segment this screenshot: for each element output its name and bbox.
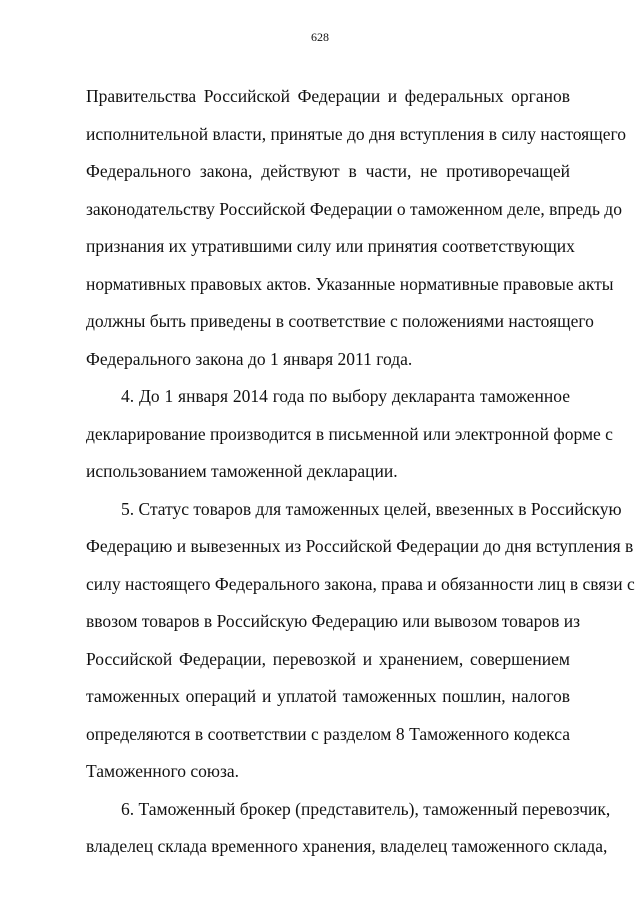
text-line: 4. До 1 января 2014 года по выбору декларанта таможенное <box>121 386 570 406</box>
text-line: владелец склада временного хранения, владелец таможенного склада, <box>86 836 608 856</box>
text-line: Федерацию и вывезенных из Российской Федерации до дня вступления в <box>86 536 634 556</box>
text-line: использованием таможенной декларации. <box>86 461 398 481</box>
text-line: силу настоящего Федерального закона, права и обязанности лиц в связи с <box>86 573 635 594</box>
text-line: законодательству Российской Федерации о таможенном деле, впредь до <box>86 198 622 219</box>
text-line: 6. Таможенный брокер (представитель), таможенный перевозчик, <box>121 798 611 819</box>
text-line: исполнительной власти, принятые до дня вступления в силу настоящего <box>86 123 626 144</box>
text-line: нормативных правовых актов. Указанные нормативные правовые акты <box>86 273 614 294</box>
text-line: должны быть приведены в соответствие с положениями настоящего <box>86 311 594 331</box>
page-number: 628 <box>311 30 329 44</box>
text-line: Федерального закона до 1 января 2011 года. <box>86 348 413 369</box>
text-line: определяются в соответствии с разделом 8 Таможенного кодекса <box>86 723 570 744</box>
text-line: Российской Федерации, перевозкой и хранением, совершением <box>86 648 570 669</box>
text-line: признания их утратившими силу или принятия соответствующих <box>86 236 575 256</box>
text-line: 5. Статус товаров для таможенных целей, ввезенных в Российскую <box>121 498 622 519</box>
text-line: декларирование производится в письменной или электронной форме с <box>86 423 613 444</box>
text-line: ввозом товаров в Российскую Федерацию или вывозом товаров из <box>86 611 581 631</box>
text-line: Правительства Российской Федерации и федеральных органов <box>86 86 570 106</box>
text-line: Таможенного союза. <box>86 761 240 781</box>
text-line: Федерального закона, действуют в части, не противоречащей <box>86 161 570 181</box>
document-body <box>86 80 635 868</box>
text-line: таможенных операций и уплатой таможенных пошлин, налогов <box>86 686 570 706</box>
